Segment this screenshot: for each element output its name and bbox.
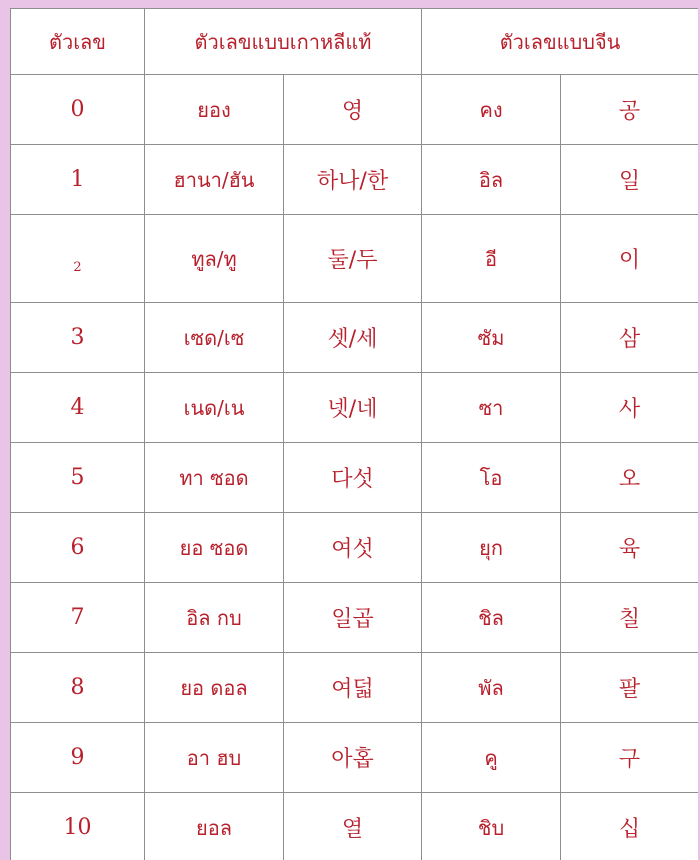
sino-korean-cell: 공 [561,75,698,145]
number-cell: 1 [11,145,145,215]
number-cell: 8 [11,653,145,723]
table-row [11,793,699,860]
sino-thai-cell: ชิล [422,583,561,653]
table-row [11,303,699,373]
sino-korean-cell: 팔 [561,653,698,723]
native-korean-cell: 영 [284,75,422,145]
native-korean-cell: 둘/두 [284,215,422,303]
native-thai-cell: ยอล [145,793,284,860]
table-row [11,653,699,723]
table-row [11,373,699,443]
number-cell: 2 [11,215,145,303]
table-row [11,583,699,653]
number-cell: 6 [11,513,145,583]
number-cell: 0 [11,75,145,145]
number-cell: 4 [11,373,145,443]
sino-thai-cell: คู [422,723,561,793]
table-row [11,145,699,215]
number-cell: 10 [11,793,145,860]
sino-korean-cell: 일 [561,145,698,215]
native-thai-cell: ทา ซอด [145,443,284,513]
number-table-sheet [10,8,698,860]
native-thai-cell: ฮานา/ฮัน [145,145,284,215]
number-cell: 3 [11,303,145,373]
native-korean-cell: 여덟 [284,653,422,723]
native-thai-cell: เซด/เซ [145,303,284,373]
native-thai-cell: อา ฮบ [145,723,284,793]
native-korean-cell: 다섯 [284,443,422,513]
table-row [11,723,699,793]
sino-thai-cell: คง [422,75,561,145]
table-row [11,443,699,513]
sino-korean-cell: 오 [561,443,698,513]
table-row [11,215,699,303]
sino-thai-cell: ซัม [422,303,561,373]
sino-korean-cell: 칠 [561,583,698,653]
header-number: ตัวเลข [11,9,145,75]
header-sino-korean: ตัวเลขแบบจีน [422,9,698,75]
native-thai-cell: ยอง [145,75,284,145]
native-korean-cell: 셋/세 [284,303,422,373]
sino-korean-cell: 이 [561,215,698,303]
native-korean-cell: 여섯 [284,513,422,583]
sino-thai-cell: ซา [422,373,561,443]
sino-thai-cell: อิล [422,145,561,215]
table-row [11,513,699,583]
korean-numbers-table [10,8,698,860]
sino-thai-cell: พัล [422,653,561,723]
native-korean-cell: 아홉 [284,723,422,793]
sino-thai-cell: อี [422,215,561,303]
native-korean-cell: 하나/한 [284,145,422,215]
number-cell: 5 [11,443,145,513]
sino-thai-cell: ชิบ [422,793,561,860]
sino-korean-cell: 사 [561,373,698,443]
native-korean-cell: 열 [284,793,422,860]
number-cell: 9 [11,723,145,793]
header-row [11,9,699,75]
sino-korean-cell: 육 [561,513,698,583]
number-cell: 7 [11,583,145,653]
sino-korean-cell: 삼 [561,303,698,373]
sino-thai-cell: โอ [422,443,561,513]
sino-korean-cell: 십 [561,793,698,860]
native-thai-cell: ทูล/ทู [145,215,284,303]
table-row [11,75,699,145]
native-thai-cell: เนด/เน [145,373,284,443]
native-thai-cell: ยอ ซอด [145,513,284,583]
native-thai-cell: ยอ ดอล [145,653,284,723]
sino-korean-cell: 구 [561,723,698,793]
header-native-korean: ตัวเลขแบบเกาหลีแท้ [145,9,422,75]
native-thai-cell: อิล กบ [145,583,284,653]
sino-thai-cell: ยุก [422,513,561,583]
native-korean-cell: 넷/네 [284,373,422,443]
native-korean-cell: 일곱 [284,583,422,653]
